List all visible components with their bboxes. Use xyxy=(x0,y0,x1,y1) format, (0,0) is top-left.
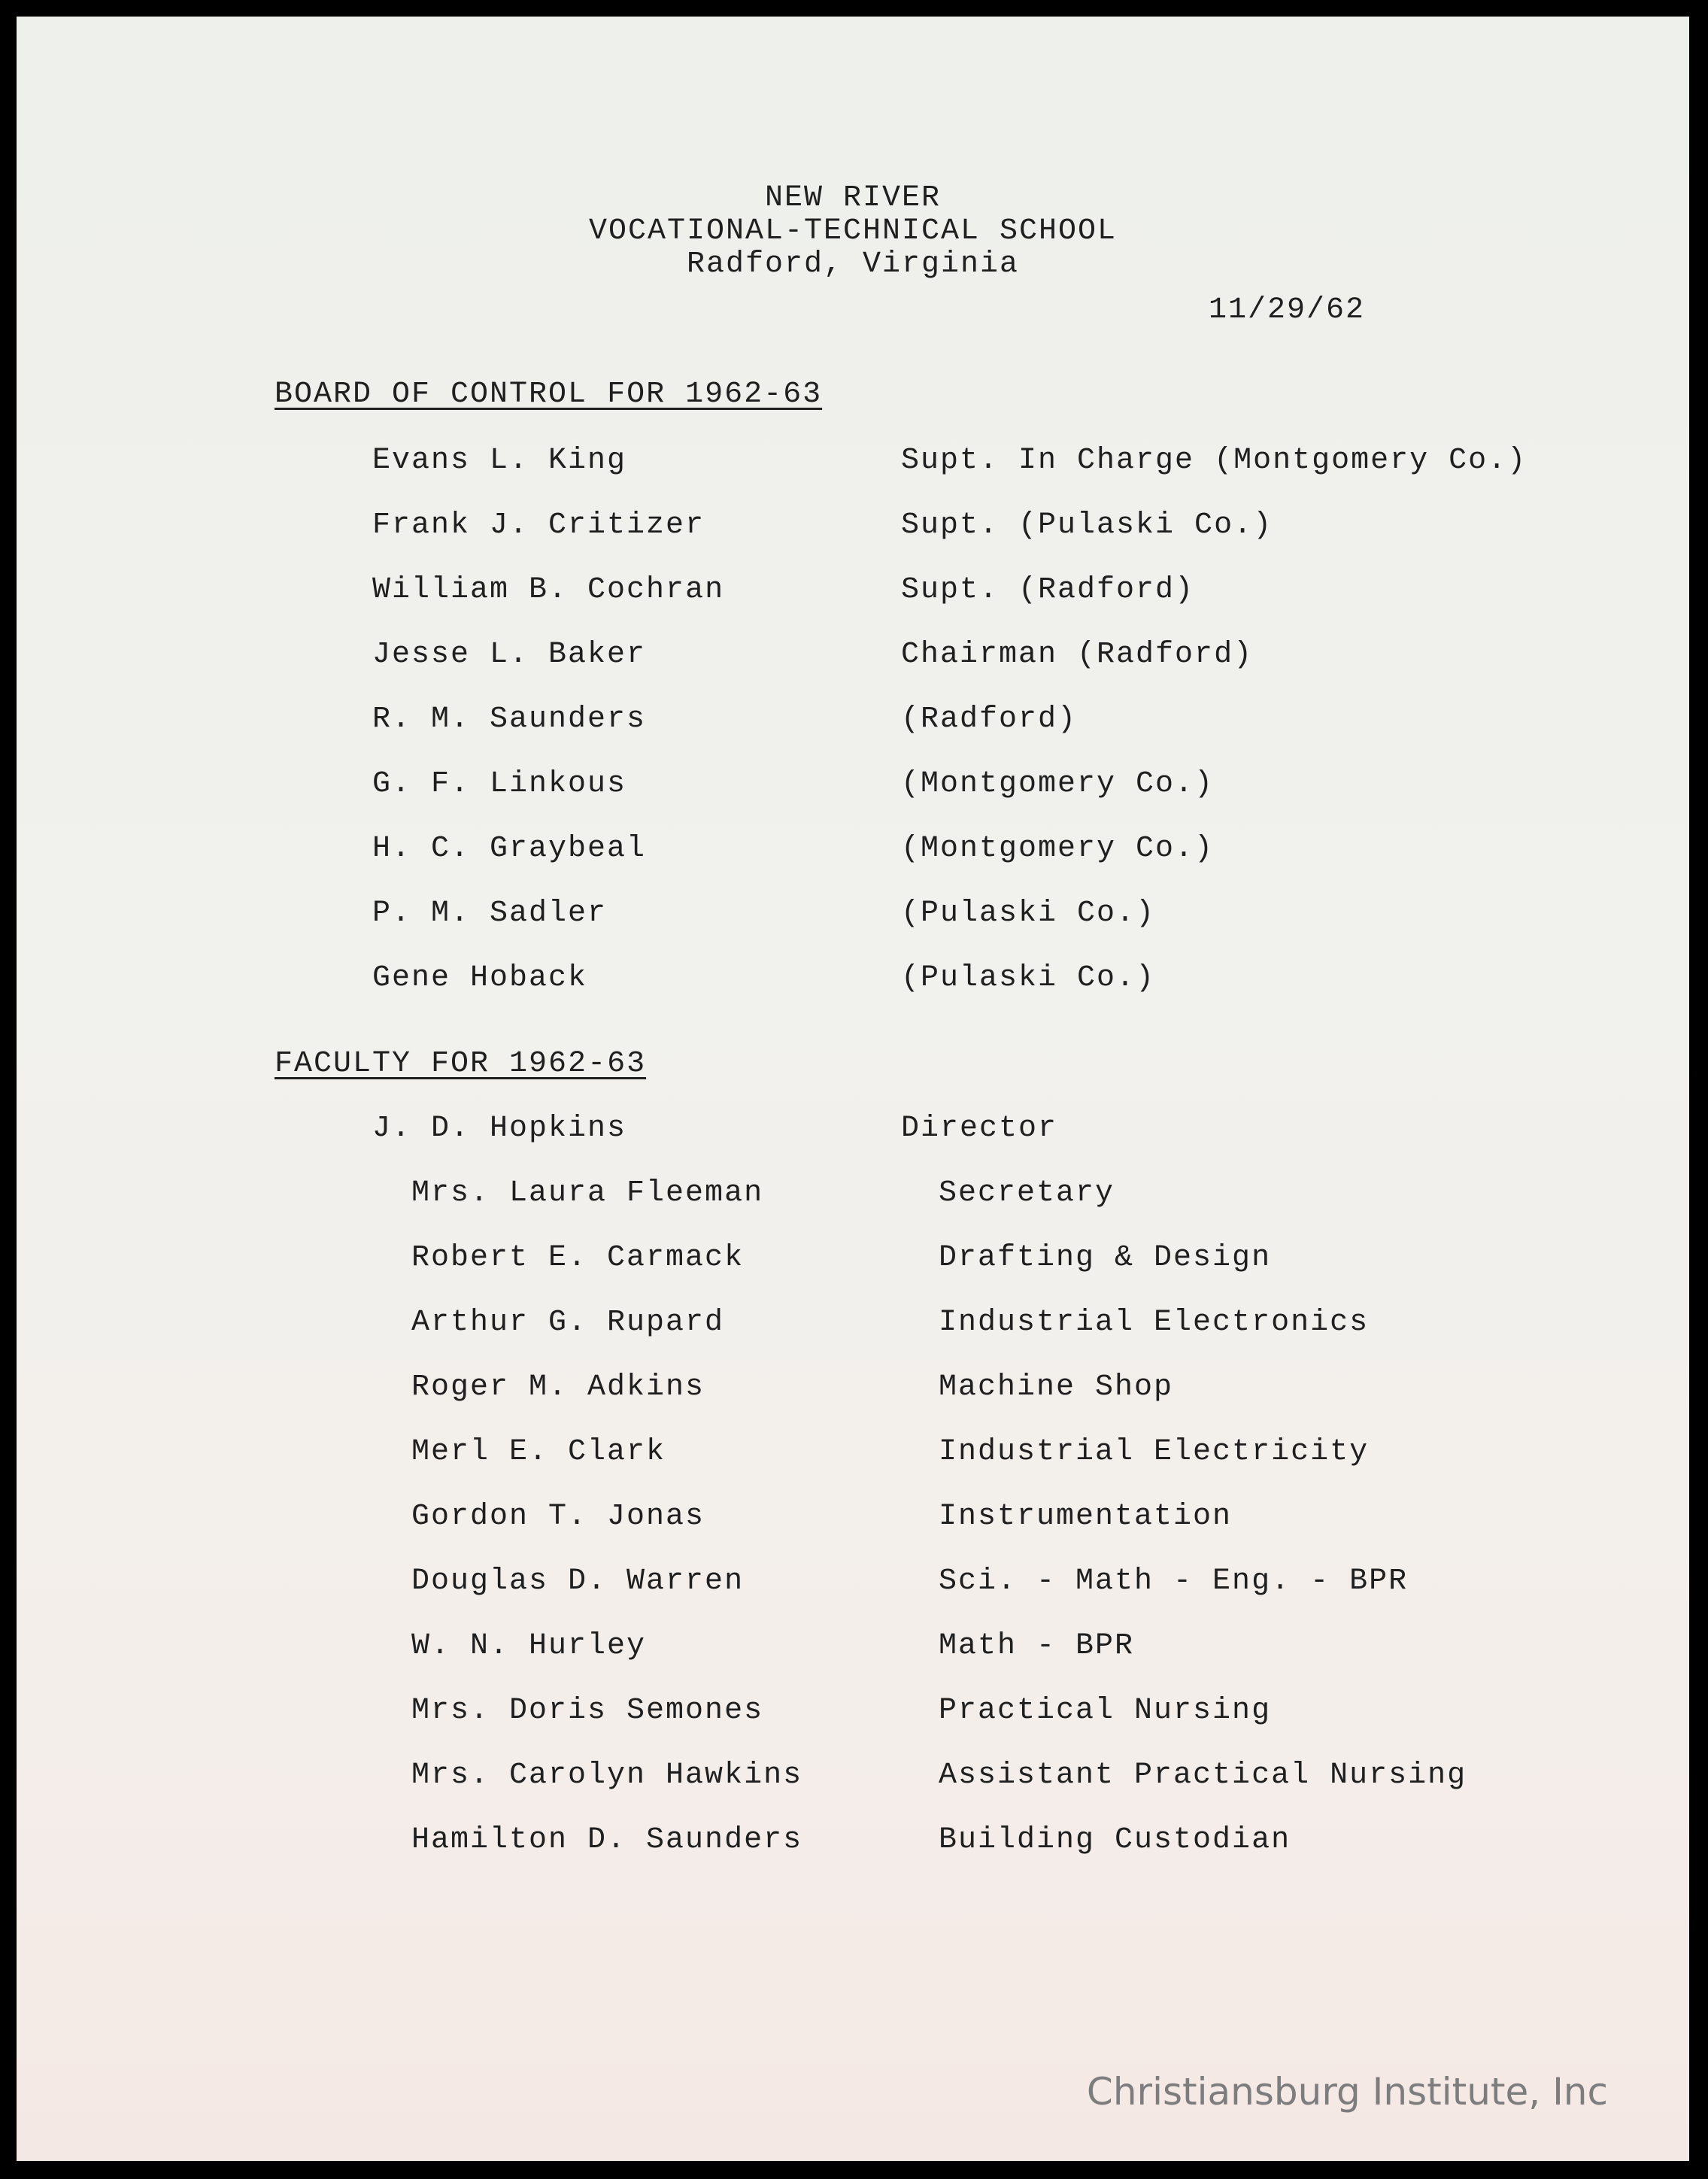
faculty-section-title: FACULTY FOR 1962-63 xyxy=(275,1047,647,1081)
board-section-title: BOARD OF CONTROL FOR 1962-63 xyxy=(275,378,823,411)
faculty-member-name: Merl E. Clark xyxy=(411,1435,666,1469)
faculty-member-role: Machine Shop xyxy=(939,1370,1174,1404)
header-location: Radford, Virginia xyxy=(686,247,1020,281)
faculty-member-name: J. D. Hopkins xyxy=(372,1112,627,1146)
board-member-name: Frank J. Critizer xyxy=(372,508,705,542)
header-school-name: NEW RIVER xyxy=(764,181,942,215)
board-member-name: Jesse L. Baker xyxy=(372,638,647,672)
faculty-member-name: Mrs. Laura Fleeman xyxy=(411,1176,764,1210)
header-school-type: VOCATIONAL-TECHNICAL SCHOOL xyxy=(588,214,1118,248)
board-member-name: P. M. Sadler xyxy=(372,897,608,930)
faculty-member-role: Drafting & Design xyxy=(939,1241,1272,1275)
faculty-member-role: Building Custodian xyxy=(939,1823,1291,1857)
board-member-name: Gene Hoback xyxy=(372,961,588,995)
faculty-member-role: Director xyxy=(901,1112,1058,1146)
faculty-member-name: W. N. Hurley xyxy=(411,1629,647,1663)
board-member-role: (Radford) xyxy=(901,703,1078,736)
board-member-role: (Pulaski Co.) xyxy=(901,961,1156,995)
faculty-member-role: Assistant Practical Nursing xyxy=(939,1759,1467,1792)
faculty-member-name: Gordon T. Jonas xyxy=(411,1500,705,1534)
board-member-name: H. C. Graybeal xyxy=(372,832,647,866)
board-member-role: (Montgomery Co.) xyxy=(901,767,1215,801)
faculty-member-role: Industrial Electronics xyxy=(939,1306,1370,1340)
board-member-role: (Pulaski Co.) xyxy=(901,897,1156,930)
faculty-member-role: Instrumentation xyxy=(939,1500,1233,1534)
faculty-member-name: Mrs. Carolyn Hawkins xyxy=(411,1759,803,1792)
faculty-member-name: Douglas D. Warren xyxy=(411,1564,745,1598)
board-member-role: Supt. In Charge (Montgomery Co.) xyxy=(901,444,1527,478)
faculty-member-role: Industrial Electricity xyxy=(939,1435,1370,1469)
board-member-name: G. F. Linkous xyxy=(372,767,627,801)
board-member-name: William B. Cochran xyxy=(372,573,725,607)
faculty-member-name: Mrs. Doris Semones xyxy=(411,1694,764,1728)
faculty-member-role: Practical Nursing xyxy=(939,1694,1272,1728)
watermark-text: Christiansburg Institute, Inc xyxy=(1086,2070,1608,2114)
board-member-role: Supt. (Radford) xyxy=(901,573,1195,607)
faculty-member-name: Robert E. Carmack xyxy=(411,1241,745,1275)
faculty-member-role: Secretary xyxy=(939,1176,1115,1210)
document-date: 11/29/62 xyxy=(1209,293,1366,327)
document-page xyxy=(17,17,1689,2161)
faculty-member-role: Sci. - Math - Eng. - BPR xyxy=(939,1564,1409,1598)
faculty-member-name: Arthur G. Rupard xyxy=(411,1306,725,1340)
faculty-member-name: Hamilton D. Saunders xyxy=(411,1823,803,1857)
faculty-member-name: Roger M. Adkins xyxy=(411,1370,705,1404)
board-member-role: Supt. (Pulaski Co.) xyxy=(901,508,1273,542)
board-member-name: R. M. Saunders xyxy=(372,703,647,736)
faculty-member-role: Math - BPR xyxy=(939,1629,1135,1663)
board-member-role: Chairman (Radford) xyxy=(901,638,1254,672)
board-member-name: Evans L. King xyxy=(372,444,627,478)
board-member-role: (Montgomery Co.) xyxy=(901,832,1215,866)
